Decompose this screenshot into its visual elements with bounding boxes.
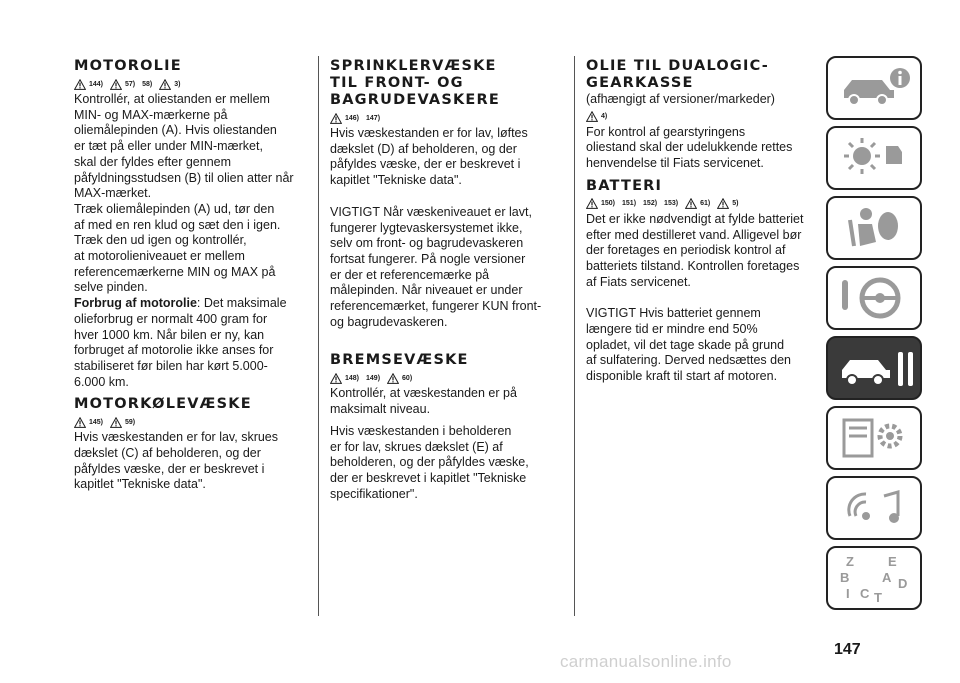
sprinkler-note: VIGTIGT Når væskeniveauet er lavt, fungerer lygtevaskersystemet ikke, selv om front- og bagrudevaskeren fortsat fungerer. På nogle versioner er der et referencemærke på målepinden. Når niveauet er under referencemærket, fungerer KUN front- og bagrudevaskeren. [330, 204, 542, 329]
warning-icon [74, 79, 86, 90]
tab-index[interactable] [826, 546, 922, 610]
tab-maintenance[interactable] [826, 336, 922, 400]
tab-steering[interactable] [826, 266, 922, 330]
ref-number: 5) [732, 200, 739, 208]
sprinkler-body: Hvis væskestanden er for lav, løftes dækslet (D) af beholderen, og der påfyldes væske, der er beskrevet i kapitlet "Tekniske data". [330, 126, 528, 188]
olie-refs [586, 110, 808, 124]
warning-icon [685, 198, 697, 209]
warning-icon [330, 373, 342, 384]
watermark: carmanualsonline.info [560, 652, 732, 671]
bremse-body-1: Kontrollér, at væskestanden er på maksimalt niveau. [330, 386, 517, 417]
specs-gear-icon [836, 412, 916, 464]
heading-motorolie: MOTOROLIE [74, 58, 182, 74]
ref-number: 57) [125, 80, 136, 88]
tab-specs[interactable] [826, 406, 922, 470]
index-letter: B [840, 570, 850, 585]
kole-refs [74, 415, 296, 429]
index-letters-icon [836, 552, 916, 604]
ref-number: 146) [345, 114, 360, 122]
ref-number: 149) [366, 374, 381, 382]
ref-number: 61) [700, 200, 711, 208]
motorolie-refs [74, 77, 296, 91]
heading-olie-dualogic: OLIE TIL DUALOGIC- GEARKASSE [586, 58, 770, 91]
tab-car-info[interactable] [826, 56, 922, 120]
warning-icon [330, 113, 342, 124]
sprinkler-refs [330, 111, 552, 125]
motorolie-body: Kontrollér, at oliestanden er mellem MIN- og MAX-mærkerne på oliemålepinden (A). Hvis oliestanden er tæt på eller under MIN-mærket, skal der fyldes efter gennem påfyldningsstudsen (B) til olien atter når MAX-mærket. Træk oliemålepinden (A) ud, tør den af med en ren klud og sæt den i igen. Træk den ud igen og kontrollér, at motorolieniveauet er mellem referencemærkerne MIN og MAX på selve pinden. [74, 92, 294, 295]
tab-airbag[interactable] [826, 196, 922, 260]
warning-icon [110, 417, 122, 428]
ref-number: 148) [345, 374, 360, 382]
steering-wheel-icon [836, 272, 916, 324]
car-maintenance-icon [836, 342, 916, 394]
ref-number: 150) [601, 200, 616, 208]
ref-number: 4) [601, 113, 608, 121]
airbag-icon [836, 202, 916, 254]
batteri-body: Det er ikke nødvendigt at fylde batteriet efter med destilleret vand. Alligevel bør der foretages en periodisk kontrol af batteriets tilstand. Kontrollen foretages af Fiats servicenet. [586, 211, 804, 289]
ref-number: 145) [89, 418, 104, 426]
index-letter: C [860, 586, 870, 601]
forbrug-text: : Det maksimale olieforbrug er normalt 400 gram for hver 1000 km. Når bilen er ny, kan forbruget af motorolie ikke anses for stabiliseret før bilen har kørt 5.000- 6.000 km. [74, 296, 287, 389]
index-letter: I [846, 586, 850, 601]
ref-number: 58) [142, 80, 153, 88]
bremse-body-2: Hvis væskestanden i beholderen er for lav, skrues dækslet (E) af beholderen, og der påfyldes væske, der er beskrevet i kapitlet "Tekniske specifikationer". [330, 423, 529, 501]
multimedia-icon [836, 482, 916, 534]
page-number: 147 [834, 641, 861, 658]
tab-multimedia[interactable] [826, 476, 922, 540]
warning-icon [159, 79, 171, 90]
column-divider [574, 56, 575, 616]
batteri-refs [586, 197, 808, 211]
ref-number: 151) [622, 200, 637, 208]
ref-number: 3) [174, 80, 181, 88]
index-letter: T [874, 590, 882, 604]
bremse-refs [330, 371, 552, 385]
olie-subtitle: (afhængigt af versioner/markeder) [586, 92, 775, 106]
column-1 [74, 58, 296, 493]
warning-icon [717, 198, 729, 209]
ref-number: 152) [643, 200, 658, 208]
column-2 [330, 58, 552, 502]
ref-number: 147) [366, 114, 381, 122]
heading-motorkolevaeske: MOTORKØLEVÆSKE [74, 396, 252, 413]
forbrug-paragraph [74, 296, 296, 390]
heading-sprinklervaeske: SPRINKLERVÆSKE TIL FRONT- OG BAGRUDEVASKERE [330, 58, 500, 108]
warning-icon [387, 373, 399, 384]
ref-number: 144) [89, 80, 104, 88]
heading-batteri: BATTERI [586, 177, 663, 194]
column-3 [586, 58, 808, 385]
kole-body: Hvis væskestanden er for lav, skrues dækslet (C) af beholderen, og der påfyldes væske, der er beskrevet i kapitlet "Tekniske data". [74, 430, 279, 492]
warning-icon [586, 198, 598, 209]
heading-bremsevaeske: BREMSEVÆSKE [330, 352, 469, 369]
index-letter: A [882, 570, 892, 585]
forbrug-label: Forbrug af motorolie [74, 296, 197, 311]
ref-number: 60) [402, 374, 413, 382]
index-letter: Z [846, 554, 854, 569]
ref-number: 59) [125, 418, 136, 426]
car-info-icon [836, 62, 916, 114]
batteri-note: VIGTIGT Hvis batteriet gennem længere tid er mindre end 50% opladet, vil det tage skade på grund af sulfatering. Derved nedsættes den disponible kraft til start af motoren. [586, 306, 791, 384]
olie-body: For kontrol af gearstyringens oliestand skal der udelukkende rettes henvendelse til Fiats servicenet. [586, 124, 793, 171]
ref-number: 153) [664, 200, 679, 208]
warning-icon [110, 79, 122, 90]
index-letter: D [898, 576, 908, 591]
lights-icon [836, 132, 916, 184]
tab-lights[interactable] [826, 126, 922, 190]
warning-icon [74, 417, 86, 428]
column-divider [318, 56, 319, 616]
index-letter: E [888, 554, 897, 569]
warning-icon [586, 111, 598, 122]
